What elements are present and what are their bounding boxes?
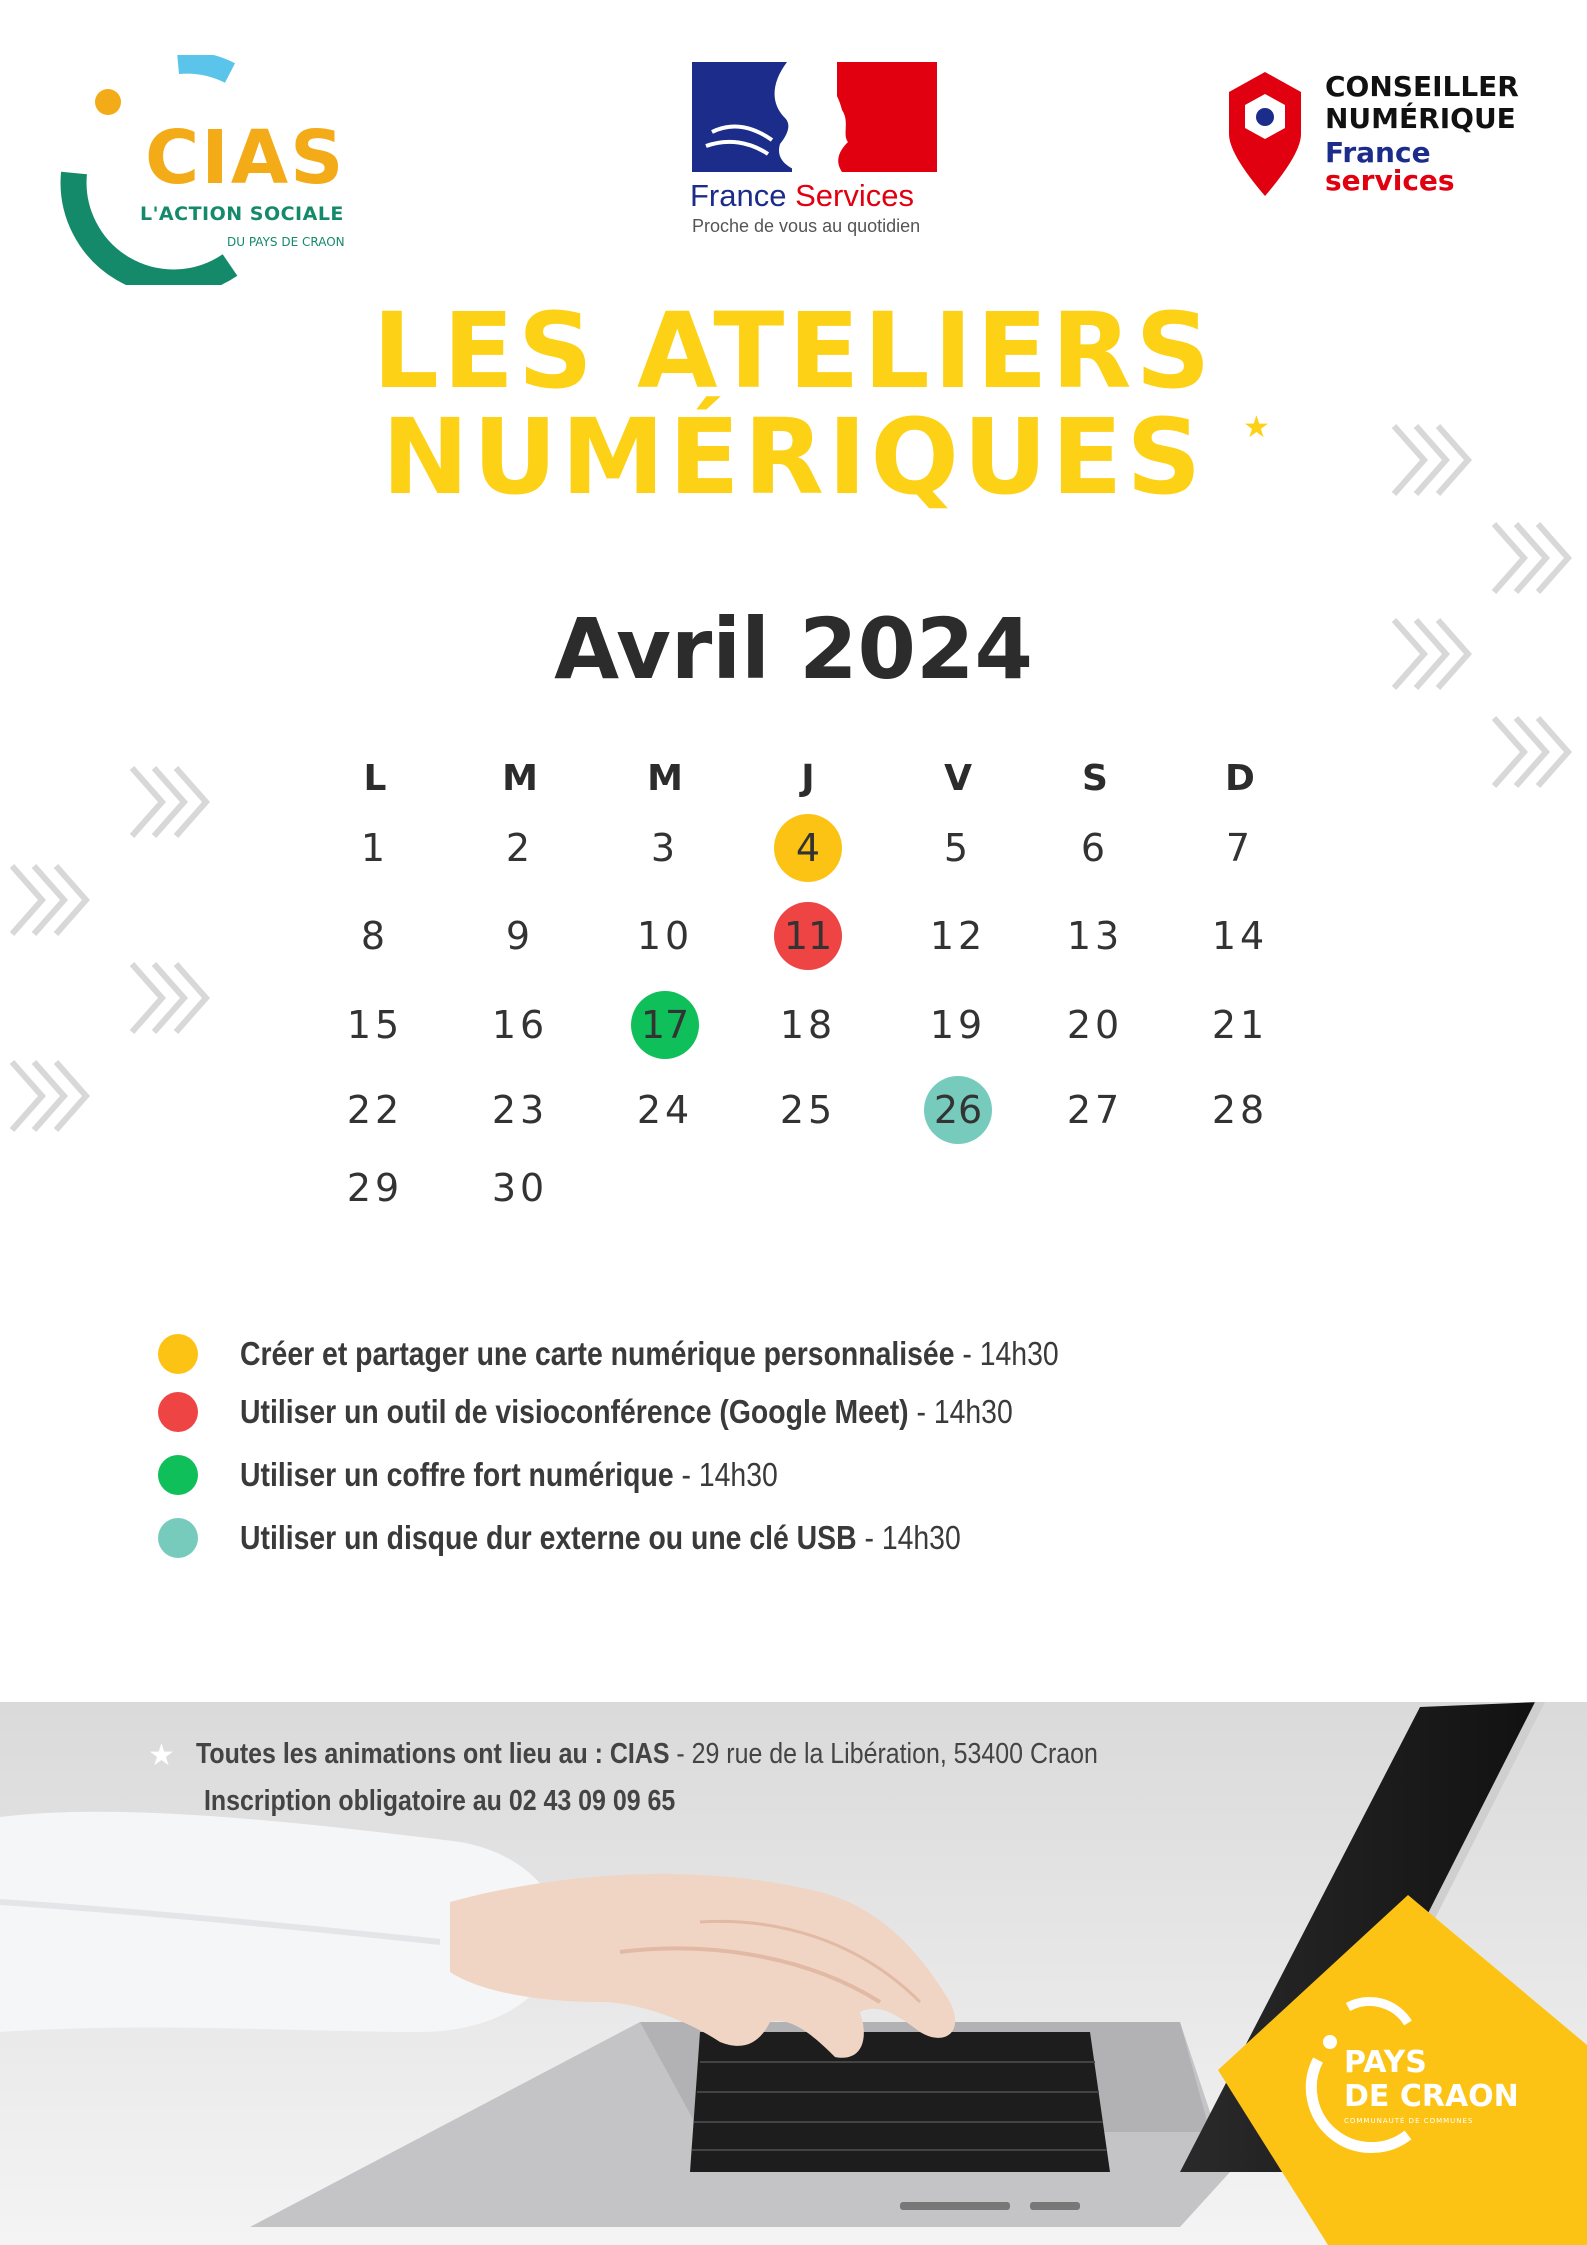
- footer-intro: Toutes les animations ont lieu au :: [196, 1738, 610, 1770]
- cias-subtitle: L'ACTION SOCIALE: [140, 203, 344, 225]
- weekday-header: L: [363, 757, 387, 799]
- calendar-day-number: 23: [491, 1088, 549, 1132]
- footer-registration: Inscription obligatoire au 02 43 09 09 65: [204, 1785, 676, 1817]
- legend-title: Utiliser un outil de visioconférence (Google Meet): [240, 1393, 909, 1430]
- calendar-day: [1050, 901, 1140, 971]
- calendar-day-number: 9: [505, 914, 535, 958]
- calendar-day: [913, 990, 1003, 1060]
- chevron-right-icon: [128, 958, 218, 1038]
- calendar-day: [330, 1075, 420, 1145]
- calendar-day-number: 1: [360, 826, 390, 870]
- legend-color-dot-icon: [158, 1334, 198, 1374]
- calendar-day-highlighted: [763, 901, 853, 971]
- chevron-right-icon: [8, 860, 98, 940]
- pays-de-craon-logo: [1218, 1895, 1587, 2245]
- calendar-day-number: 4: [774, 814, 842, 882]
- france-services-name: France Services: [690, 178, 914, 213]
- pays-de-craon-line-3: COMMUNAUTÉ DE COMMUNES: [1344, 2117, 1474, 2125]
- calendar-day: [1050, 1075, 1140, 1145]
- calendar-day: [475, 1075, 565, 1145]
- calendar-day-number: 7: [1225, 826, 1255, 870]
- legend-time: - 14h30: [954, 1335, 1059, 1372]
- legend-item: [158, 1332, 1192, 1376]
- calendar-day: [1050, 813, 1140, 883]
- calendar-day: [475, 1153, 565, 1223]
- conseiller-line-2: NUMÉRIQUE: [1325, 102, 1516, 135]
- chevron-right-icon: [128, 762, 218, 842]
- calendar-day-number: 22: [346, 1088, 404, 1132]
- legend-title: Utiliser un disque dur externe ou une clé USB: [240, 1519, 857, 1556]
- calendar-day: [1195, 1075, 1285, 1145]
- chevron-right-icon: [1490, 712, 1580, 792]
- weekday-header: J: [801, 757, 815, 799]
- calendar-day: [1050, 990, 1140, 1060]
- calendar-day: [330, 901, 420, 971]
- calendar-day-number: 18: [779, 1003, 837, 1047]
- calendar-day-number: 29: [346, 1166, 404, 1210]
- conseiller-line-3: France: [1325, 136, 1431, 169]
- chevron-right-icon: [1490, 518, 1580, 598]
- cias-name: CIAS: [145, 115, 346, 201]
- footer-address: - 29 rue de la Libération, 53400 Craon: [669, 1738, 1098, 1770]
- calendar-day-highlighted: [763, 813, 853, 883]
- calendar-day: [1195, 813, 1285, 883]
- france-services-logo: [690, 62, 950, 242]
- calendar-day: [913, 901, 1003, 971]
- calendar-day-number: 17: [631, 991, 699, 1059]
- cias-logo: [60, 55, 380, 285]
- pays-de-craon-line-2: DE CRAON: [1344, 2079, 1519, 2114]
- legend-label: [240, 1456, 778, 1494]
- calendar-day-number: 28: [1211, 1088, 1269, 1132]
- calendar-day-number: 6: [1080, 826, 1110, 870]
- calendar-day-number: 16: [491, 1003, 549, 1047]
- calendar-day-number: 12: [929, 914, 987, 958]
- legend-label: [240, 1335, 1059, 1373]
- calendar-day-number: 5: [943, 826, 973, 870]
- chevron-right-icon: [8, 1056, 98, 1136]
- pays-de-craon-line-1: PAYS: [1344, 2045, 1427, 2080]
- calendar-day: [330, 813, 420, 883]
- chevron-right-icon: [1390, 614, 1480, 694]
- legend-label: [240, 1393, 1013, 1431]
- marianne-flag-icon: [692, 62, 937, 172]
- france-services-tagline: Proche de vous au quotidien: [692, 216, 921, 236]
- footer-star-icon: ★: [148, 1739, 175, 1772]
- calendar-day: [475, 990, 565, 1060]
- calendar-day-number: 25: [779, 1088, 837, 1132]
- calendar-day: [330, 990, 420, 1060]
- weekday-header: M: [647, 757, 683, 799]
- calendar-month-title: Avril 2024: [554, 600, 1033, 698]
- calendar-day-number: 14: [1211, 914, 1269, 958]
- calendar-day: [913, 813, 1003, 883]
- title-line-1: LES ATELIERS: [372, 290, 1215, 412]
- legend-label: [240, 1519, 961, 1557]
- calendar-day-number: 8: [360, 914, 390, 958]
- legend-item: [158, 1516, 1078, 1560]
- conseiller-line-1: CONSEILLER: [1325, 70, 1519, 103]
- legend-color-dot-icon: [158, 1392, 198, 1432]
- footer-venue: CIAS: [609, 1738, 670, 1770]
- calendar-day-number: 19: [929, 1003, 987, 1047]
- calendar-day: [475, 901, 565, 971]
- calendar-day-number: 11: [774, 902, 842, 970]
- calendar-day-highlighted: [913, 1075, 1003, 1145]
- legend-color-dot-icon: [158, 1518, 198, 1558]
- calendar-day-number: 3: [650, 826, 680, 870]
- legend-time: - 14h30: [908, 1393, 1013, 1430]
- footer-venue-line: [196, 1738, 1098, 1771]
- calendar-day-number: 13: [1066, 914, 1124, 958]
- cias-subtitle-2: DU PAYS DE CRAON: [227, 235, 345, 249]
- calendar-day-number: 26: [924, 1076, 992, 1144]
- legend-item: [158, 1453, 865, 1497]
- conseiller-line-4: services: [1325, 164, 1455, 197]
- calendar-day: [620, 813, 710, 883]
- calendar-day-number: 24: [636, 1088, 694, 1132]
- calendar-day-number: 15: [346, 1003, 404, 1047]
- calendar-day: [620, 901, 710, 971]
- calendar-day-number: 2: [505, 826, 535, 870]
- conseiller-numerique-logo: [1225, 70, 1545, 200]
- main-title: [0, 290, 1587, 518]
- calendar-day: [763, 1075, 853, 1145]
- chevron-right-icon: [1390, 420, 1480, 500]
- legend-time: - 14h30: [673, 1456, 778, 1493]
- weekday-header: V: [944, 757, 972, 799]
- weekday-header: D: [1225, 757, 1255, 799]
- weekday-header: S: [1082, 757, 1108, 799]
- calendar-day-number: 21: [1211, 1003, 1269, 1047]
- calendar-day-number: 10: [636, 914, 694, 958]
- calendar-day: [475, 813, 565, 883]
- calendar-day: [620, 1075, 710, 1145]
- legend-item: [158, 1390, 1139, 1434]
- weekday-header: M: [502, 757, 538, 799]
- calendar-day-number: 20: [1066, 1003, 1124, 1047]
- title-line-2: NUMÉRIQUES: [381, 396, 1206, 518]
- title-star-icon: ★: [1243, 411, 1270, 444]
- legend-title: Créer et partager une carte numérique personnalisée: [240, 1335, 955, 1372]
- legend-color-dot-icon: [158, 1455, 198, 1495]
- legend-time: - 14h30: [856, 1519, 961, 1556]
- calendar-day-highlighted: [620, 990, 710, 1060]
- calendar-day: [330, 1153, 420, 1223]
- calendar-day: [1195, 990, 1285, 1060]
- map-pin-icon: [1225, 72, 1305, 198]
- calendar-day: [1195, 901, 1285, 971]
- calendar-day-number: 27: [1066, 1088, 1124, 1132]
- legend-title: Utiliser un coffre fort numérique: [240, 1456, 674, 1493]
- calendar-day: [763, 990, 853, 1060]
- calendar-day-number: 30: [491, 1166, 549, 1210]
